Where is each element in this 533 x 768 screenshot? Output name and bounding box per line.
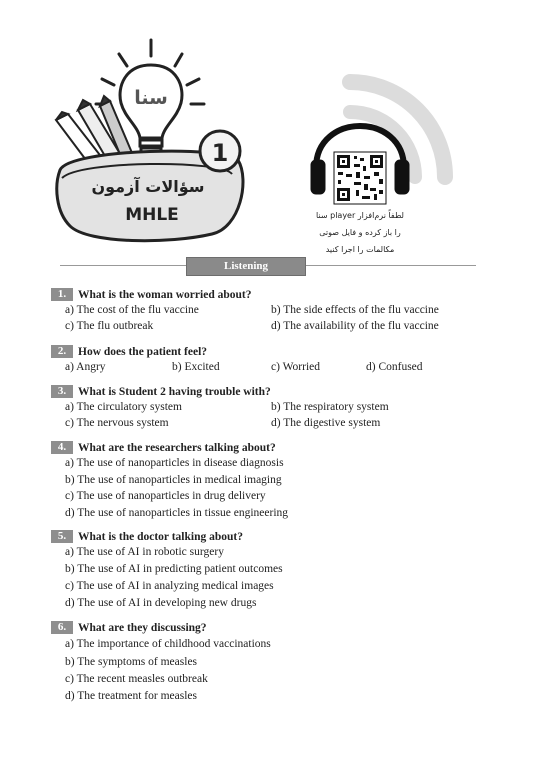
chapter-number: 1 xyxy=(211,139,229,167)
question-number: 6. xyxy=(51,621,73,634)
answer-option[interactable]: c) The recent measles outbreak xyxy=(65,673,208,685)
exam-title-en: MHLE xyxy=(125,205,179,225)
answer-option[interactable]: a) The use of AI in robotic surgery xyxy=(65,546,224,558)
qr-caption-line: مکالمات را اجرا کنید xyxy=(325,245,395,254)
question-number: 2. xyxy=(51,345,73,358)
question-number: 4. xyxy=(51,441,73,454)
question-number: 3. xyxy=(51,385,73,398)
answer-option[interactable]: c) The nervous system xyxy=(65,417,169,429)
question-text: What are the researchers talking about? xyxy=(78,441,276,454)
exam-title-fa: سؤالات آزمون xyxy=(91,177,205,196)
qr-caption-line: را باز کرده و فایل صوتی xyxy=(319,228,401,237)
question-header xyxy=(51,530,243,543)
answer-option[interactable]: c) Worried xyxy=(271,361,320,373)
qr-caption-line: لطفاً نرم‌افزار player سنا xyxy=(316,211,404,220)
question-header xyxy=(51,345,207,358)
question-header xyxy=(51,288,251,301)
header-illustration xyxy=(0,0,533,260)
answer-option[interactable]: d) Confused xyxy=(366,361,423,373)
answer-option[interactable]: b) The use of AI in predicting patient outcomes xyxy=(65,563,283,575)
answer-option[interactable]: a) The importance of childhood vaccinations xyxy=(65,638,271,650)
answer-option[interactable]: a) The use of nanoparticles in disease diagnosis xyxy=(65,457,284,469)
section-title: Listening xyxy=(186,257,306,276)
answer-option[interactable]: a) The cost of the flu vaccine xyxy=(65,304,199,316)
answer-option[interactable]: c) The flu outbreak xyxy=(65,320,154,332)
answer-option[interactable]: b) The symptoms of measles xyxy=(65,656,198,668)
answer-option[interactable]: d) The use of nanoparticles in tissue engineering xyxy=(65,507,289,519)
question-header xyxy=(51,385,271,398)
answer-option[interactable]: d) The use of AI in developing new drugs xyxy=(65,597,257,609)
logo-text: سنا xyxy=(134,87,168,109)
answer-option[interactable]: d) The digestive system xyxy=(271,417,381,429)
answer-option[interactable]: a) Angry xyxy=(65,361,106,373)
question-number: 1. xyxy=(51,288,73,301)
question-header xyxy=(51,441,276,454)
question-text: What are they discussing? xyxy=(78,621,207,634)
answer-option[interactable]: d) The treatment for measles xyxy=(65,690,197,702)
answer-option[interactable]: c) The use of nanoparticles in drug delivery xyxy=(65,490,266,502)
question-text: What is the doctor talking about? xyxy=(78,530,243,543)
question-text: What is the woman worried about? xyxy=(78,288,252,301)
answer-option[interactable]: b) The use of nanoparticles in medical imaging xyxy=(65,474,282,486)
section-header xyxy=(0,256,533,276)
question-text: What is Student 2 having trouble with? xyxy=(78,385,271,398)
divider xyxy=(60,265,186,266)
answer-option[interactable]: d) The availability of the flu vaccine xyxy=(271,320,439,332)
answer-option[interactable]: c) The use of AI in analyzing medical images xyxy=(65,580,274,592)
question-text: How does the patient feel? xyxy=(78,345,208,358)
answer-option[interactable]: b) The respiratory system xyxy=(271,401,389,413)
answer-option[interactable]: b) Excited xyxy=(172,361,220,373)
answer-option[interactable]: a) The circulatory system xyxy=(65,401,182,413)
answer-option[interactable]: b) The side effects of the flu vaccine xyxy=(271,304,439,316)
qr-code-icon xyxy=(334,152,386,204)
question-number: 5. xyxy=(51,530,73,543)
qr-instructions xyxy=(305,207,415,258)
question-header xyxy=(51,621,207,634)
divider xyxy=(306,265,476,266)
